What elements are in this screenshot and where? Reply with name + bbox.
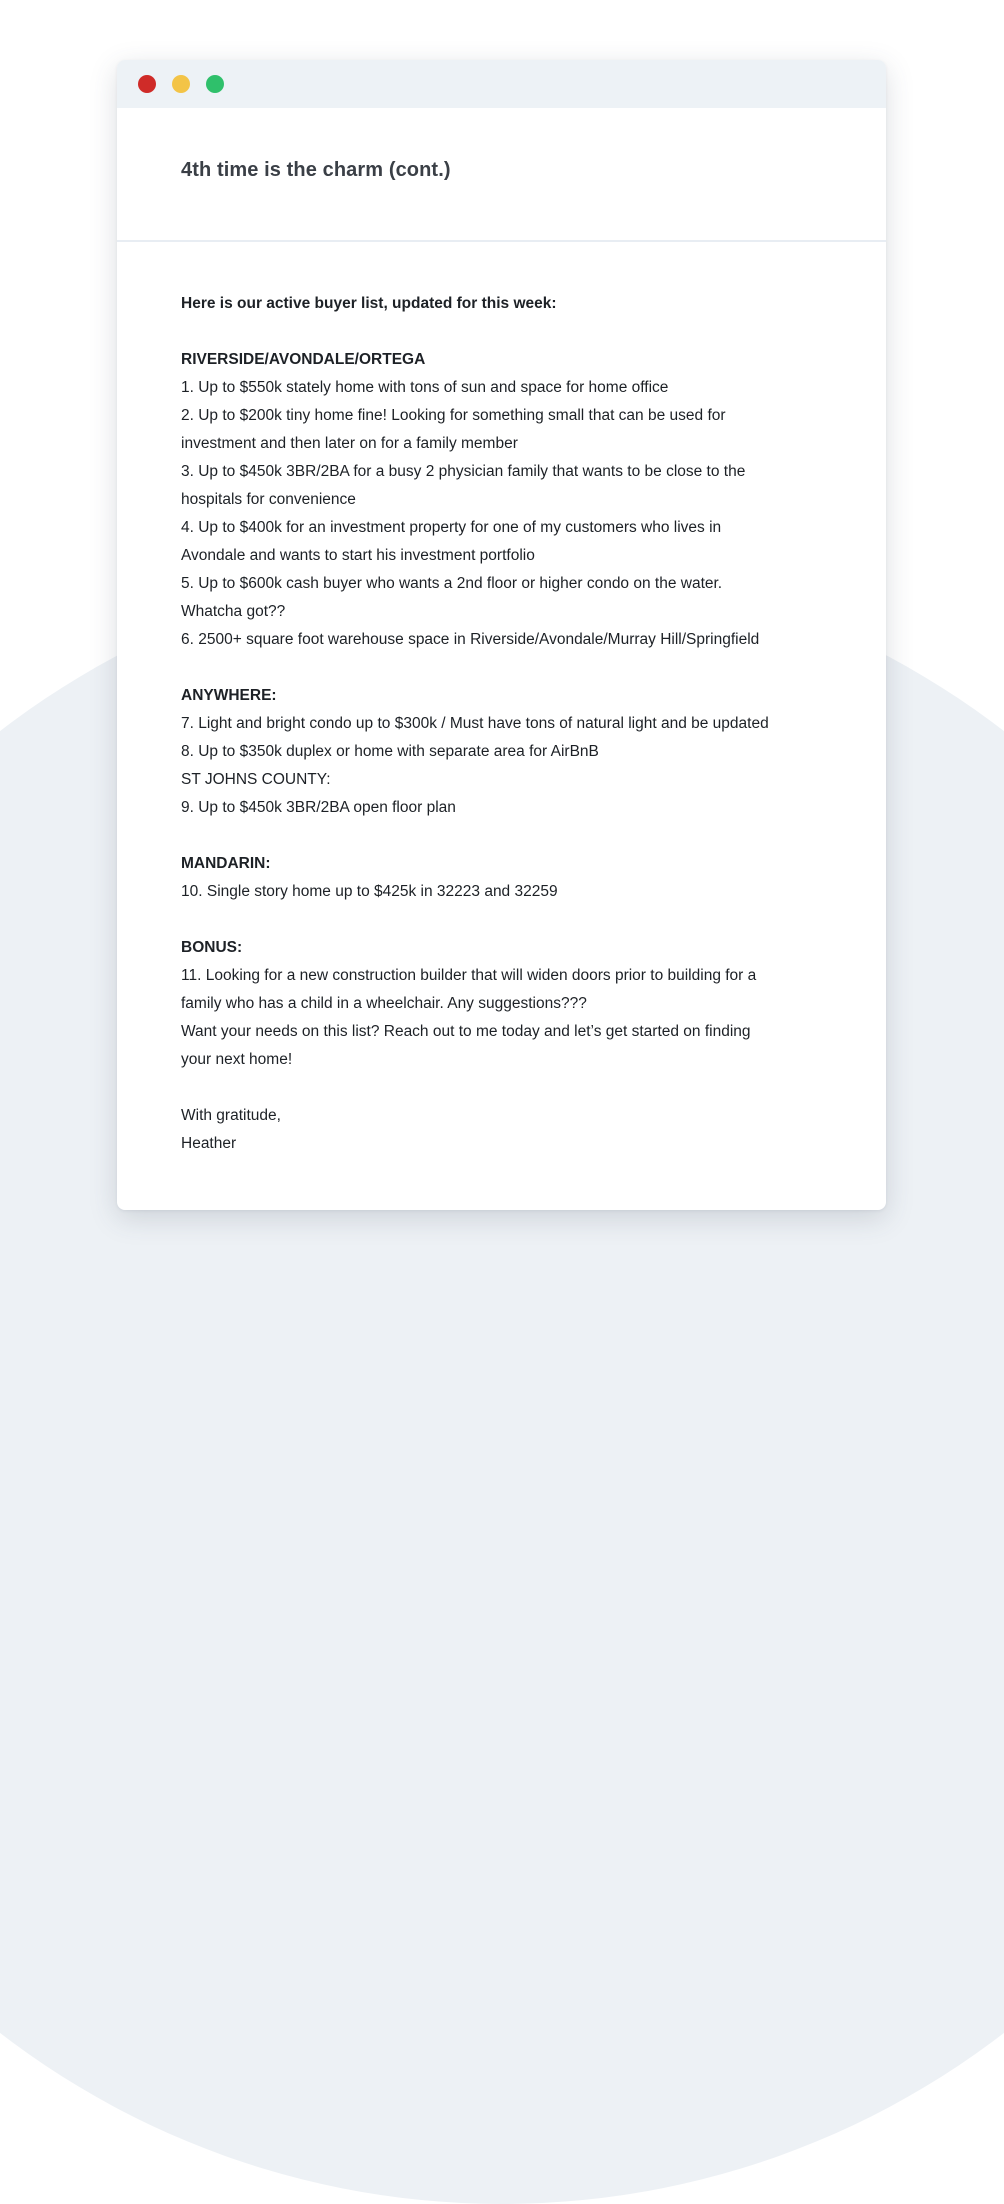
list-item: 1. Up to $550k stately home with tons of sun and space for home office	[181, 379, 669, 396]
section-heading-bonus: BONUS:	[181, 939, 243, 956]
list-item: Whatcha got??	[181, 603, 286, 620]
list-item: 5. Up to $600k cash buyer who wants a 2nd floor or higher condo on the water.	[181, 575, 723, 592]
email-signature: Heather	[181, 1135, 237, 1152]
list-item: ST JOHNS COUNTY:	[181, 771, 331, 788]
list-item: hospitals for convenience	[181, 491, 356, 508]
maximize-window-button[interactable]	[206, 75, 224, 93]
list-item: investment and then later on for a family member	[181, 435, 518, 452]
list-item: 11. Looking for a new construction builder that will widen doors prior to building for a	[181, 967, 757, 984]
section-heading-riverside: RIVERSIDE/AVONDALE/ORTEGA	[181, 351, 426, 368]
email-window	[117, 60, 886, 1210]
email-signoff: With gratitude,	[181, 1107, 281, 1124]
email-header	[117, 108, 886, 242]
list-item: 2. Up to $200k tiny home fine! Looking for something small that can be used for	[181, 407, 726, 424]
list-item: 4. Up to $400k for an investment property for one of my customers who lives in	[181, 519, 722, 536]
email-body	[181, 290, 841, 1158]
list-item: 7. Light and bright condo up to $300k / Must have tons of natural light and be updated	[181, 715, 769, 732]
window-titlebar	[117, 60, 886, 108]
list-item: Want your needs on this list? Reach out to me today and let’s get started on finding	[181, 1023, 751, 1040]
email-intro: Here is our active buyer list, updated for this week:	[181, 295, 557, 312]
list-item: 9. Up to $450k 3BR/2BA open floor plan	[181, 799, 456, 816]
list-item: Avondale and wants to start his investment portfolio	[181, 547, 535, 564]
list-item: family who has a child in a wheelchair. Any suggestions???	[181, 995, 587, 1012]
section-heading-anywhere: ANYWHERE:	[181, 687, 277, 704]
email-subject: 4th time is the charm (cont.)	[181, 159, 451, 181]
list-item: 10. Single story home up to $425k in 32223 and 32259	[181, 883, 558, 900]
list-item: 8. Up to $350k duplex or home with separate area for AirBnB	[181, 743, 599, 760]
list-item: 6. 2500+ square foot warehouse space in Riverside/Avondale/Murray Hill/Springfield	[181, 631, 760, 648]
minimize-window-button[interactable]	[172, 75, 190, 93]
close-window-button[interactable]	[138, 75, 156, 93]
section-heading-mandarin: MANDARIN:	[181, 855, 271, 872]
list-item: 3. Up to $450k 3BR/2BA for a busy 2 physician family that wants to be close to the	[181, 463, 746, 480]
list-item: your next home!	[181, 1051, 293, 1068]
